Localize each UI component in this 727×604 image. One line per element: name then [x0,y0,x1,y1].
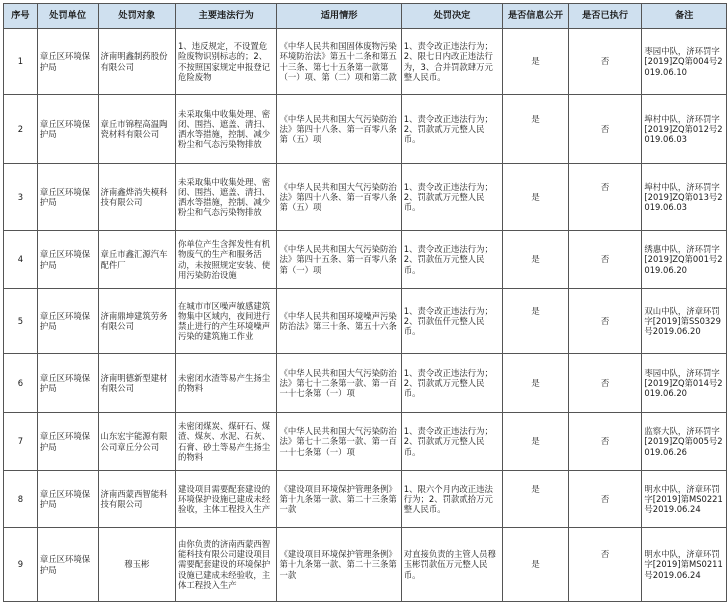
cell-target: 章丘市鑫汇源汽车配件厂 [98,231,176,289]
cell-violation: 建设项目需要配套建设的环境保护设施已建成未经验收，主体工程投入生产 [176,471,277,528]
cell-violation: 未密闭水渣等易产生扬尘的物料 [176,354,277,413]
cell-violation: 未采取集中收集处理、密闭、围挡、遮盖、清扫、洒水等措施，控制、减少粉尘和气态污染物排放 [176,164,277,231]
cell-executed [568,164,642,231]
header-unit: 处罚单位 [37,4,98,29]
cell-executed [568,528,642,602]
cell-executed: 否 [568,289,642,354]
cell-decision: 1、责令改正违法行为；2、罚款贰万元整人民币。 [401,354,502,413]
cell-target: 章丘市锦程高温陶瓷材料有限公司 [98,95,176,164]
cell-public: 是 [503,231,569,289]
cell-remark: 埠村中队，济环罚字[2019]ZQ第013号2019.06.03 [642,164,727,231]
cell-law: 《建设项目环境保护管理条例》第十九条第一款、第二十三条第一款 [277,471,401,528]
cell-law: 《中华人民共和国大气污染防治法》第七十二条第一款、第一百一十七条第（一）项 [277,354,401,413]
cell-target: 济南鼎坤建筑劳务有限公司 [98,289,176,354]
header-law: 适用情形 [277,4,401,29]
cell-seq: 6 [4,354,38,413]
penalty-table [3,3,727,602]
cell-seq: 4 [4,231,38,289]
cell-decision: 1、责令改正违法行为；2、罚款伍万元整人民币。 [401,231,502,289]
cell-public: 是 [503,164,569,231]
executed-value: 否 [600,181,610,192]
cell-remark: 监察大队，济环罚字[2019]ZQ第005号2019.06.26 [642,413,727,471]
table-row [4,95,727,164]
cell-executed: 否 [568,29,642,95]
header-seq: 序号 [4,4,38,29]
cell-remark: 绣惠中队，济环罚字[2019]ZQ第001号2019.06.20 [642,231,727,289]
cell-law: 《中华人民共和国固体废物污染环境防治法》第五十二条和第五十三条、第七十五条第一款第（一）项、第（二）项和第二款 [277,29,401,95]
header-row [4,4,727,29]
public-value: 是 [531,483,540,494]
cell-decision: 1、责令改正违法行为；2、罚款贰万元整人民币。 [401,164,502,231]
cell-unit: 章丘区环境保护局 [37,471,98,528]
cell-violation: 由你负责的济南西蒙西智能科技有限公司建设项目需要配套建设的环境保护设施已建成未经验收，主体工程投入生产 [176,528,277,602]
cell-decision: 1、责令改正违法行为；2、限七日内改正违法行为，3、合并罚款肆万元整人民币。 [401,29,502,95]
cell-public: 是 [503,29,569,95]
header-executed: 是否已执行 [568,4,642,29]
cell-seq: 2 [4,95,38,164]
header-violation: 主要违法行为 [176,4,277,29]
header-decision: 处罚决定 [401,4,502,29]
cell-unit: 章丘区环境保护局 [37,95,98,164]
cell-target: 济南鑫烨消失模科技有限公司 [98,164,176,231]
cell-decision: 1、责令改正违法行为；2、罚款伍仟元整人民币。 [401,289,502,354]
table-row [4,231,727,289]
cell-public: 是 [503,354,569,413]
public-value: 是 [531,113,540,124]
cell-remark: 明水中队，济章环罚字[2019]第MS0211号2019.06.24 [642,528,727,602]
cell-decision: 对直接负责的主管人员穆玉彬罚款伍万元整人民币。 [401,528,502,602]
cell-unit: 章丘区环境保护局 [37,29,98,95]
table-row [4,164,727,231]
cell-violation: 你单位产生含挥发性有机物废气的生产和服务活动，未按照规定安装、使用污染防治设施 [176,231,277,289]
cell-unit: 章丘区环境保护局 [37,413,98,471]
cell-law: 《中华人民共和国大气污染防治法》第四十八条、第一百零八条第（五）项 [277,95,401,164]
cell-executed: 否 [568,413,642,471]
executed-value: 否 [600,549,610,560]
cell-seq: 3 [4,164,38,231]
header-public: 是否信息公开 [503,4,569,29]
cell-law: 《中华人民共和国大气污染防治法》第四十八条、第一百零八条第（五）项 [277,164,401,231]
cell-public [503,289,569,354]
cell-remark: 埠村中队，济环罚字[2019]ZQ第012号2019.06.03 [642,95,727,164]
cell-decision: 1、责令改正违法行为；2、罚款贰万元整人民币。 [401,95,502,164]
cell-unit: 章丘区环境保护局 [37,354,98,413]
cell-target: 穆玉彬 [98,528,176,602]
cell-remark: 明水中队，济章环罚字[2019]第MS0221号2019.06.24 [642,471,727,528]
cell-remark: 枣园中队，济环罚字[2019]ZQ第014号2019.06.20 [642,354,727,413]
cell-law: 《中华人民共和国大气污染防治法》第四十五条、第一百零八条第（一）项 [277,231,401,289]
cell-remark: 枣园中队，济环罚字[2019]ZQ第004号2019.06.10 [642,29,727,95]
cell-remark: 双山中队，济章环罚字[2019]第SS0329号2019.06.20 [642,289,727,354]
cell-target: 济南西蒙西智能科技有限公司 [98,471,176,528]
cell-public [503,471,569,528]
cell-unit: 章丘区环境保护局 [37,164,98,231]
cell-executed: 否 [568,354,642,413]
cell-public [503,95,569,164]
table-row [4,29,727,95]
cell-target: 济南明鑫制药股份有限公司 [98,29,176,95]
table-row [4,289,727,354]
cell-violation: 未采取集中收集处理、密闭、围挡、遮盖、清扫、洒水等措施，控制、减少粉尘和气态污染物排放 [176,95,277,164]
cell-public: 是 [503,528,569,602]
cell-law: 《中华人民共和国大气污染防治法》第七十二条第一款、第一百一十七条第（一）项 [277,413,401,471]
cell-unit: 章丘区环境保护局 [37,528,98,602]
cell-unit: 章丘区环境保护局 [37,289,98,354]
cell-violation: 未密闭煤炭、煤矸石、煤渣、煤灰、水泥、石灰、石膏、砂土等易产生扬尘的物料 [176,413,277,471]
table-row [4,528,727,602]
cell-law: 《建设项目环境保护管理条例》第十九条第一款、第二十三条第一款 [277,528,401,602]
table-row [4,471,727,528]
cell-seq: 1 [4,29,38,95]
cell-law: 《中华人民共和国环境噪声污染防治法》第三十条、第五十六条 [277,289,401,354]
cell-target: 山东宏宇能源有限公司章丘分公司 [98,413,176,471]
cell-target: 济南明德新型建材有限公司 [98,354,176,413]
cell-violation: 1、违反规定，不设置危险废物识别标志的；2、不按照国家规定申报登记危险废物 [176,29,277,95]
cell-decision: 1、限六个月内改正违法行为；2、罚款贰拾万元整人民币。 [401,471,502,528]
cell-unit: 章丘区环境保护局 [37,231,98,289]
cell-executed: 否 [568,471,642,528]
cell-decision: 1、责令改正违法行为；2、罚款贰万元整人民币。 [401,413,502,471]
header-remark: 备注 [642,4,727,29]
table-row [4,413,727,471]
cell-executed: 否 [568,231,642,289]
cell-seq: 8 [4,471,38,528]
table-row [4,354,727,413]
cell-executed: 否 [568,95,642,164]
cell-public: 是 [503,413,569,471]
public-value: 是 [531,305,540,316]
cell-seq: 7 [4,413,38,471]
cell-seq: 5 [4,289,38,354]
cell-seq: 9 [4,528,38,602]
header-target: 处罚对象 [98,4,176,29]
cell-violation: 在城市市区噪声敏感建筑物集中区域内，夜间进行禁止进行的产生环境噪声污染的建筑施工作业 [176,289,277,354]
